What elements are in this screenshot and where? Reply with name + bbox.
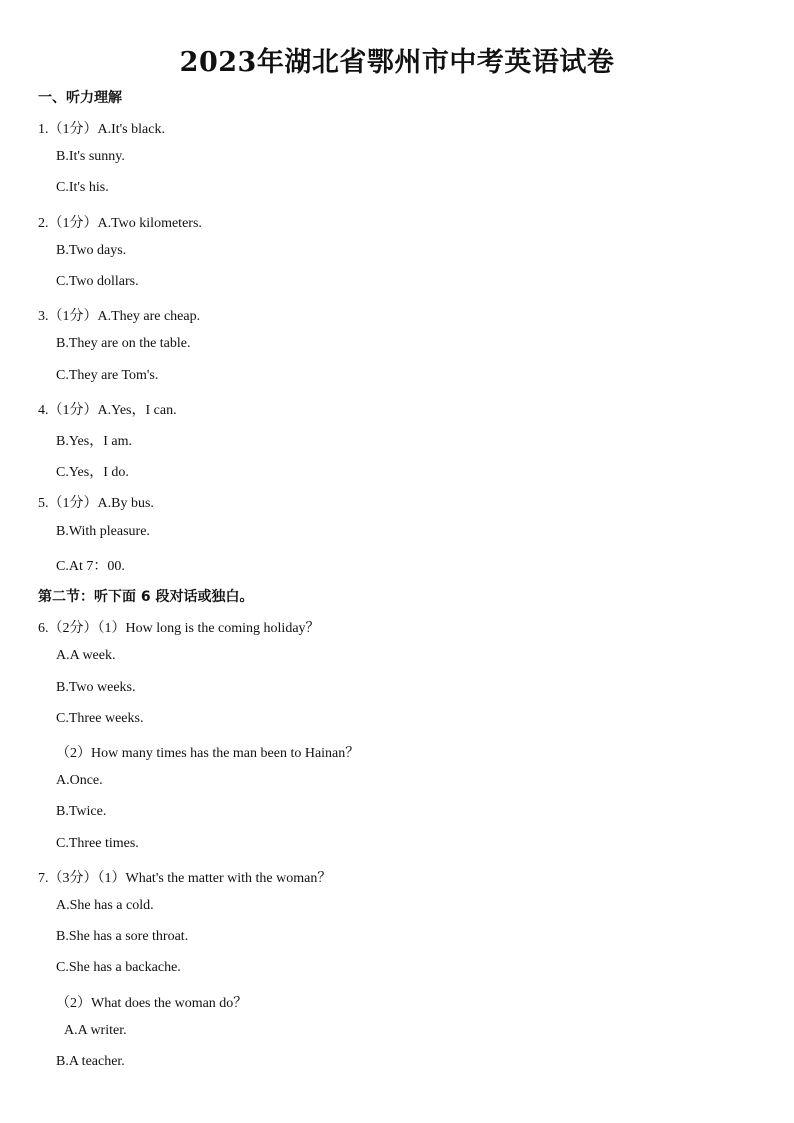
question-7-sub-2: （2）What does the woman do？ [56,996,248,1011]
question-6-2-option-b: B.Twice. [56,804,107,819]
question-2-option-b: B.Two days. [56,243,127,258]
question-6-sub-2: （2）How many times has the man been to Hainan？ [56,746,360,761]
section-heading-listening: 一、听力理解 [38,90,122,106]
question-7-1-option-c: C.She has a backache. [56,960,181,975]
question-6-2-option-a: A.Once. [56,773,103,788]
question-6: 6.（2分）（1）How long is the coming holiday？ [38,621,320,636]
question-1-option-c: C.It's his. [56,180,109,195]
exam-title: 2023年湖北省鄂州市中考英语试卷 [179,47,615,78]
section-heading-part-two: 第二节：听下面 6 段对话或独白。 [38,589,254,605]
question-2: 2.（1分）A.Two kilometers. [38,216,202,231]
question-4-option-c: C.Yes，I do. [56,465,129,480]
question-1-option-b: B.It's sunny. [56,149,125,164]
question-5-option-c: C.At 7：00. [56,559,125,574]
question-6-1-option-c: C.Three weeks. [56,711,144,726]
question-5: 5.（1分）A.By bus. [38,496,154,511]
question-7: 7.（3分）（1）What's the matter with the woman？ [38,871,332,886]
question-3-option-c: C.They are Tom's. [56,368,159,383]
question-4-option-b: B.Yes，I am. [56,434,132,449]
question-5-option-b: B.With pleasure. [56,524,150,539]
question-7-1-option-a: A.She has a cold. [56,898,154,913]
question-3: 3.（1分）A.They are cheap. [38,309,201,324]
question-1: 1.（1分）A.It's black. [38,122,165,137]
question-6-1-option-b: B.Two weeks. [56,680,136,695]
question-6-2-option-c: C.Three times. [56,836,139,851]
question-7-2-option-a: A.A writer. [64,1023,127,1038]
question-4: 4.（1分）A.Yes，I can. [38,403,177,418]
question-2-option-c: C.Two dollars. [56,274,139,289]
question-7-2-option-b: B.A teacher. [56,1054,125,1069]
question-6-1-option-a: A.A week. [56,648,116,663]
question-7-1-option-b: B.She has a sore throat. [56,929,189,944]
question-3-option-b: B.They are on the table. [56,336,191,351]
